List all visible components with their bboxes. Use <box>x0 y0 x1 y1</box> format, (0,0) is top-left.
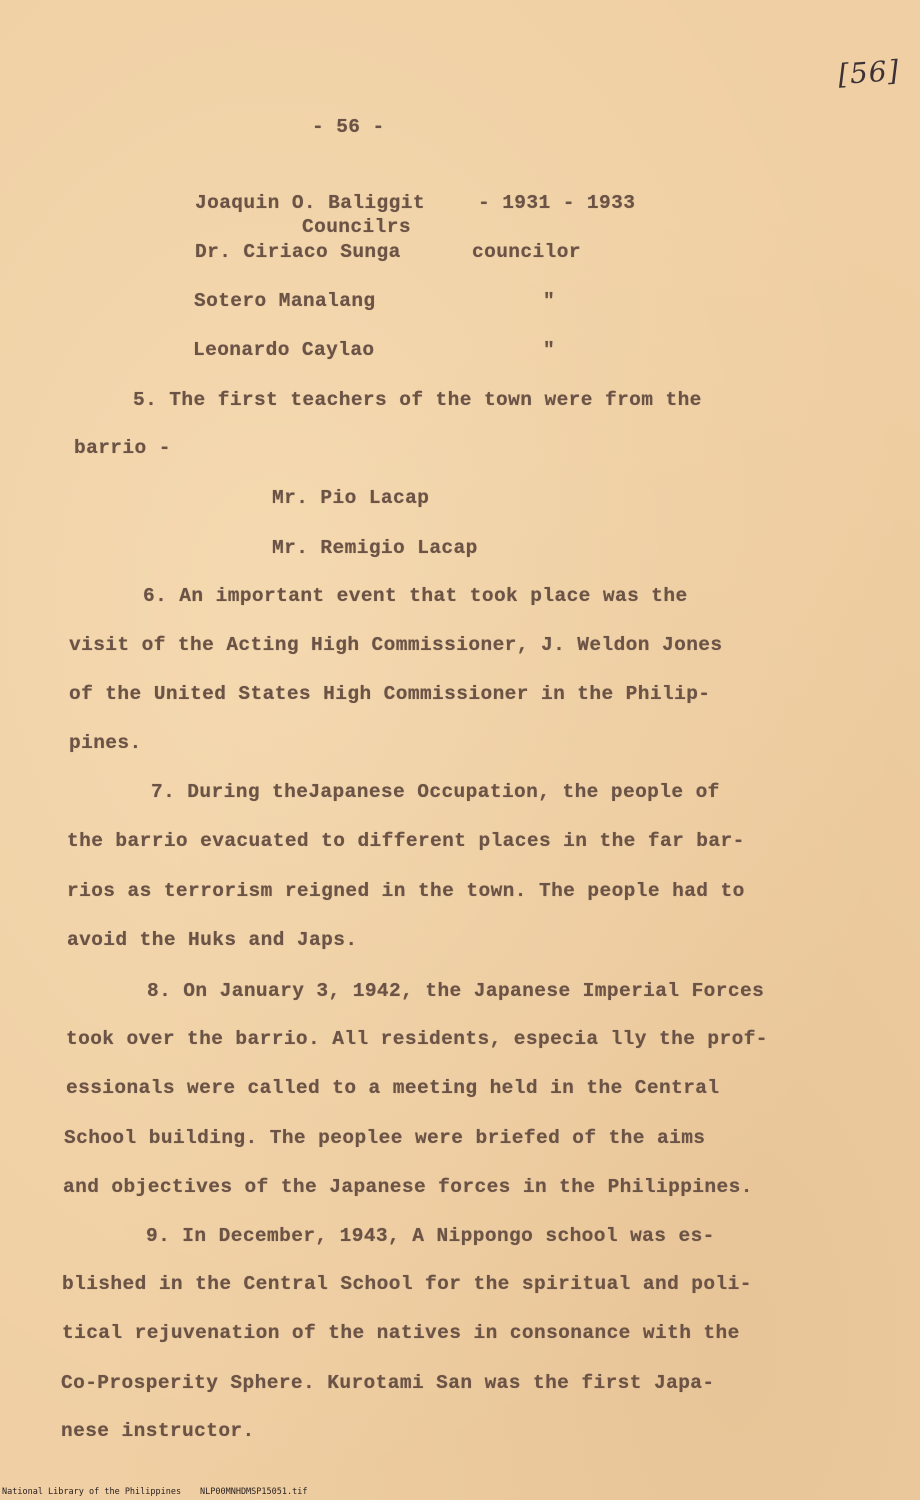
paragraph-7-line-3: rios as terrorism reigned in the town. The people had to <box>67 880 745 902</box>
paragraph-7-line-4: avoid the Huks and Japs. <box>67 929 358 951</box>
official-name-3: Sotero Manalang <box>194 290 376 312</box>
paragraph-8-line-1: 8. On January 3, 1942, the Japanese Imperial Forces <box>147 980 765 1002</box>
paragraph-6-line-2: visit of the Acting High Commissioner, J. Weldon Jones <box>69 634 723 656</box>
paragraph-7-line-2: the barrio evacuated to different places in the far bar- <box>67 830 745 852</box>
paragraph-9-line-2: blished in the Central School for the spiritual and poli- <box>62 1273 752 1295</box>
paragraph-6-line-3: of the United States High Commissioner in the Philip- <box>69 683 711 705</box>
scan-footer <box>0 1484 920 1500</box>
ditto-mark-3: " <box>543 290 556 312</box>
paragraph-5-line-1: 5. The first teachers of the town were from the <box>133 389 702 411</box>
official-term-1: - 1931 - 1933 <box>478 192 636 214</box>
paragraph-8-line-4: School building. The peoplee were briefed of the aims <box>64 1127 706 1149</box>
ditto-mark-4: " <box>543 339 556 361</box>
paragraph-6-line-4: pines. <box>69 732 142 754</box>
teacher-name-1: Mr. Pio Lacap <box>272 487 430 509</box>
paragraph-6-line-1: 6. An important event that took place was the <box>143 585 688 607</box>
library-caption: National Library of the Philippines <box>2 1487 182 1497</box>
paragraph-9-line-4: Co-Prosperity Sphere. Kurotami San was the first Japa- <box>61 1372 715 1394</box>
paragraph-8-line-3: essionals were called to a meeting held in the Central <box>66 1077 720 1099</box>
paragraph-9-line-5: nese instructor. <box>61 1420 255 1442</box>
councilors-heading: Councilrs <box>302 216 411 238</box>
paragraph-5-line-2: barrio - <box>74 437 171 459</box>
paragraph-9-line-1: 9. In December, 1943, A Nippongo school was es- <box>146 1225 715 1247</box>
paragraph-8-line-2: took over the barrio. All residents, especia lly the prof- <box>66 1028 768 1050</box>
official-name-1: Joaquin O. Baliggit <box>195 192 425 214</box>
paragraph-8-line-5: and objectives of the Japanese forces in the Philippines. <box>63 1176 753 1198</box>
paragraph-7-line-1: 7. During theJapanese Occupation, the people of <box>151 781 720 803</box>
official-role-2: councilor <box>472 241 581 263</box>
official-name-4: Leonardo Caylao <box>193 339 375 361</box>
file-name-caption: NLP00MNHDMSP15051.tif <box>200 1487 308 1497</box>
handwritten-page-number: [56] <box>836 53 901 92</box>
paragraph-9-line-3: tical rejuvenation of the natives in consonance with the <box>62 1322 740 1344</box>
official-name-2: Dr. Ciriaco Sunga <box>195 241 401 263</box>
teacher-name-2: Mr. Remigio Lacap <box>272 537 478 559</box>
page-number: - 56 - <box>312 116 385 138</box>
